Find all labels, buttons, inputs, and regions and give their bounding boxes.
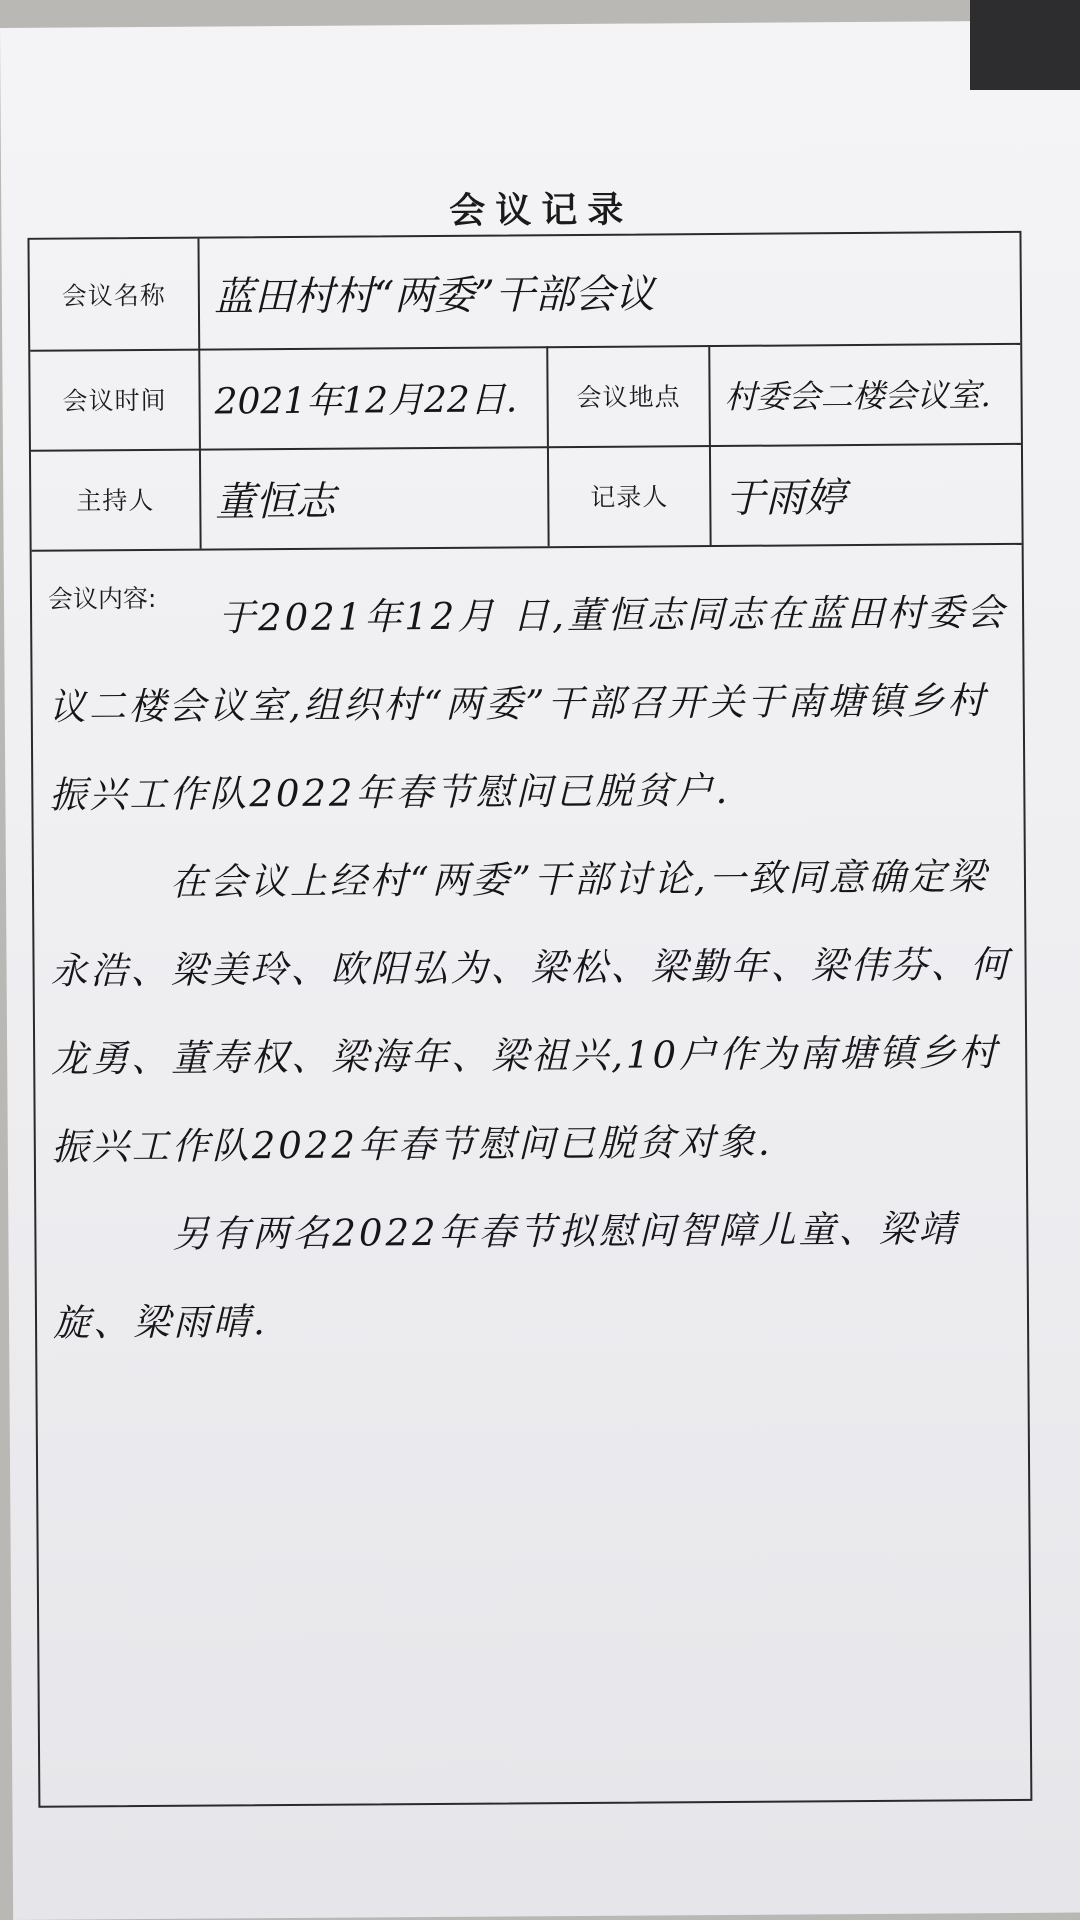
meeting-time-value: 2021年12月22日. xyxy=(200,346,549,448)
host-row xyxy=(31,443,1022,552)
content-paragraph: 另有两名2022年春节拟慰问智障儿童、梁靖旋、梁雨晴. xyxy=(52,1207,959,1345)
host-value: 董恒志 xyxy=(201,446,550,548)
content-paragraph: 于2021年12月 日,董恒志同志在蓝田村委会议二楼会议室,组织村“两委”干部召开关于南塘镇乡村振兴工作队2022年春节慰问已脱贫户. xyxy=(48,590,1008,817)
meeting-name-value: 蓝田村村“两委”干部会议 xyxy=(213,270,655,321)
content-paragraph: 在会议上经村“两委”干部讨论,一致同意确定梁永浩、梁美玲、欧阳弘为、梁松、梁勤年、梁伟芬、何龙勇、董寿权、梁海年、梁祖兴,10户作为南塘镇乡村振兴工作队2022年春节慰问已脱贫对象. xyxy=(50,855,1011,1169)
recorder-value: 于雨婷 xyxy=(725,474,846,522)
background-shadow xyxy=(970,0,1080,90)
meeting-record-form xyxy=(27,231,1032,1808)
content-label: 会议内容: xyxy=(47,583,157,614)
meeting-time-row xyxy=(30,343,1021,452)
recorder-label: 记录人 xyxy=(549,445,712,546)
meeting-name-row xyxy=(29,233,1020,352)
meeting-place-value: 村委会二楼会议室. xyxy=(724,376,991,416)
meeting-place-label: 会议地点 xyxy=(548,345,711,446)
meeting-content xyxy=(48,569,1014,1368)
meeting-name-label: 会议名称 xyxy=(29,239,200,350)
page-title: 会议记录 xyxy=(449,188,634,232)
paper-sheet xyxy=(0,20,1080,1919)
host-label: 主持人 xyxy=(31,449,202,550)
meeting-time-label: 会议时间 xyxy=(30,349,201,450)
